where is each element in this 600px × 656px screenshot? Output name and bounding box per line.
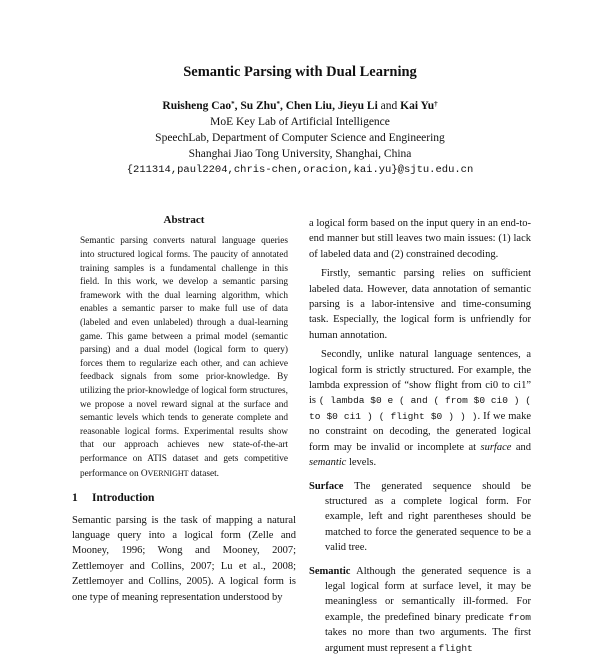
code-snippet: ( lambda $0 e ( and ( from $0 ci0 ) ( to $0 ci1 ) ( flight $0 ) ) ) bbox=[309, 395, 532, 422]
author-name: Kai Yu bbox=[400, 100, 435, 112]
section-heading bbox=[72, 491, 296, 506]
affiliation-line: SpeechLab, Department of Computer Science and Engineering bbox=[155, 132, 445, 144]
author-mark: * bbox=[276, 100, 280, 108]
affiliation-line: MoE Key Lab of Artificial Intelligence bbox=[210, 116, 390, 128]
author-mark: † bbox=[434, 100, 438, 108]
intro-paragraph: Semantic parsing is the task of mapping a natural language query into a logical form (Zelle and Mooney, 1996; Wong and Mooney, 2007; Zettlemoyer and Collins, 2007; Lu et al., 2008; Zettlemoyer and Collins, 2005). A logical form is one type of meaning representation understood by bbox=[72, 514, 296, 603]
definition-text: takes no more than two arguments. The first argument must represent a bbox=[325, 627, 531, 654]
author-conjunction: and bbox=[380, 100, 398, 112]
code-snippet: from bbox=[508, 611, 532, 623]
definition-term: Surface bbox=[309, 480, 344, 492]
code-snippet: flight bbox=[438, 642, 473, 654]
abstract-text: Semantic parsing converts natural language queries into structured logical forms. The paucity of annotated training samples is a fundamental challenge in this field. In this work, we develop a semantic parsing framework with the dual learning algorithm, which enables a semantic parser to make full use of data (labeled and even unlabeled) through a dual-learning game. This game between a primal model (semantic parsing) and a dual model (logical form to query) forces them to regularize each other, and can achieve feedback signals from some prior-knowledge. By utilizing the prior-knowledge of logical form structures, we propose a novel reward signal at the surface and semantic levels which tends to generate complete and reasonable logical forms. Experimental results show that our approach achieves new state-of-the-art performance on ATIS dataset and gets competitive performance on bbox=[80, 236, 288, 479]
definition-text: The generated sequence should be structured as a complete logical form. For example, left and right parentheses should be matched to force the generated sequence to be a valid tree. bbox=[325, 480, 532, 554]
author-name: Su Zhu bbox=[240, 100, 277, 112]
left-column bbox=[72, 213, 296, 605]
paper-title: Semantic Parsing with Dual Learning bbox=[183, 64, 417, 80]
definition-term: Semantic bbox=[309, 565, 351, 577]
author-email: {211314,paul2204,chris-chen,oracion,kai.yu}@sjtu.edu.cn bbox=[126, 164, 474, 176]
dataset-name: OVERNIGHT bbox=[140, 468, 189, 479]
right-column bbox=[309, 216, 531, 656]
author-name: Jieyu Li bbox=[337, 100, 378, 112]
paragraph: Firstly, semantic parsing relies on sufficient labeled data. However, data annotation of semantic parsing is a labor-intensive and time-consuming task. Especially, the logical form is unfriendly for human annotation. bbox=[309, 268, 531, 341]
abstract-text-end: dataset. bbox=[190, 468, 219, 479]
author-mark: * bbox=[231, 100, 235, 108]
definition-text: Although the generated sequence is a legal logical form at surface level, it may be meaningless or semantically ill-formed. For example, the predefined binary predicate bbox=[325, 565, 532, 623]
definition-semantic bbox=[309, 564, 531, 656]
emphasis: surface bbox=[480, 441, 512, 453]
paragraph: Secondly, unlike natural language sentences, a logical form is strictly structured. For example, the lambda expression of “show flight from ci0 to ci1” is ( lambda $0 e ( and ( from $0 ci0 ) ( to $0 ci1 ) ( flight $0 ) ) ). If we make no constraint on decoding, the generated logical form may be invalid or incomplete at surface and semantic levels. bbox=[309, 349, 532, 469]
emphasis: semantic bbox=[309, 457, 347, 469]
affiliation-line: Shanghai Jiao Tong University, Shanghai, China bbox=[188, 148, 412, 160]
definition-surface bbox=[309, 479, 531, 556]
author-name: Ruisheng Cao bbox=[162, 100, 232, 112]
paragraph: a logical form based on the input query in an end-to-end manner but still leaves two main issues: (1) lack of labeled data and (2) constrained decoding. bbox=[309, 218, 531, 260]
author-name: Chen Liu bbox=[285, 100, 333, 112]
section-number: 1 bbox=[72, 492, 78, 505]
section-title: Introduction bbox=[92, 492, 155, 505]
author-names: Ruisheng Cao*, Su Zhu*, Chen Liu, Jieyu Li and Kai Yu† bbox=[162, 100, 438, 112]
author-block bbox=[0, 98, 600, 178]
abstract-heading: Abstract bbox=[163, 214, 205, 226]
abstract-body bbox=[72, 235, 296, 481]
